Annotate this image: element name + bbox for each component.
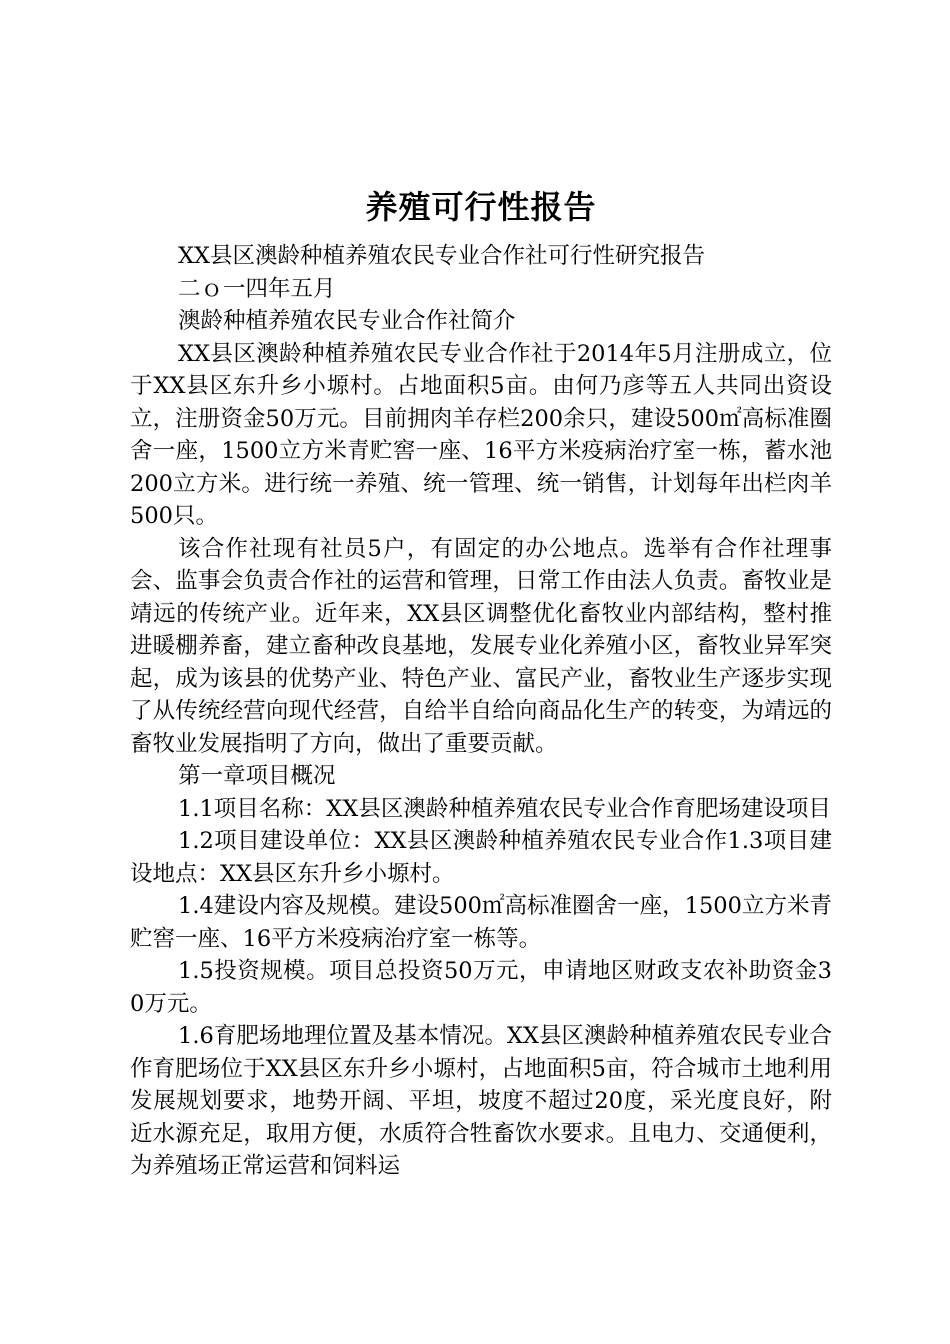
list-item-project-name: 1.1项目名称：XX县区澳龄种植养殖农民专业合作育肥场建设项目 bbox=[178, 795, 831, 822]
report-date: 二ｏ一四年五月 bbox=[178, 275, 336, 302]
report-subtitle: XX县区澳龄种植养殖农民专业合作社可行性研究报告 bbox=[178, 243, 706, 269]
body-paragraph: XX县区澳龄种植养殖农民专业合作社于2014年5月注册成立，位于XX县区东升乡小塬村。占地面积5亩。由何乃彦等五人共同出资设立，注册资金50万元。目前拥肉羊存栏200余只，建设500㎡高标准圈舍一座，1500立方米青贮窖一座、16平方米疫病治疗室一栋，蓄水池200立方米。进行统一养殖、统一管理、统一销售，计划每年出栏肉羊500只。 bbox=[130, 340, 832, 529]
list-item-site-info: 1.6育肥场地理位置及基本情况。XX县区澳龄种植养殖农民专业合作育肥场位于XX县区东升乡小塬村，占地面积5亩，符合城市土地利用发展规划要求，地势开阔、平坦，坡度不超过20度，采光度良好，附近水源充足，取用方便，水质符合牲畜饮水要求。且电力、交通便利，为养殖场正常运营和饲料运 bbox=[130, 1023, 832, 1179]
section-heading-intro: 澳龄种植养殖农民专业合作社简介 bbox=[178, 308, 516, 334]
document-title: 养殖可行性报告 bbox=[365, 188, 597, 226]
chapter-heading: 第一章项目概况 bbox=[178, 763, 336, 789]
body-paragraph: 该合作社现有社员5户，有固定的办公地点。选举有合作社理事会、监事会负责合作社的运营和管理，日常工作由法人负责。畜牧业是靖远的传统产业。近年来，XX县区调整优化畜牧业内部结构，整村推进暖棚养畜，建立畜种改良基地，发展专业化养殖小区，畜牧业异军突起，成为该县的优势产业、特色产业、富民产业，畜牧业生产逐步实现了从传统经营向现代经营，自给半自给向商品化生产的转变，为靖远的畜牧业发展指明了方向，做出了重要贡献。 bbox=[130, 535, 832, 757]
list-item-investment: 1.5投资规模。项目总投资50万元，申请地区财政支农补助资金30万元。 bbox=[130, 958, 832, 1017]
list-item-project-unit: 1.2项目建设单位：XX县区澳龄种植养殖农民专业合作1.3项目建设地点：XX县区东升乡小塬村。 bbox=[130, 828, 832, 887]
list-item-construction-scope: 1.4建设内容及规模。建设500㎡高标准圈舍一座，1500立方米青贮窖一座、16平方米疫病治疗室一栋等。 bbox=[130, 893, 832, 952]
